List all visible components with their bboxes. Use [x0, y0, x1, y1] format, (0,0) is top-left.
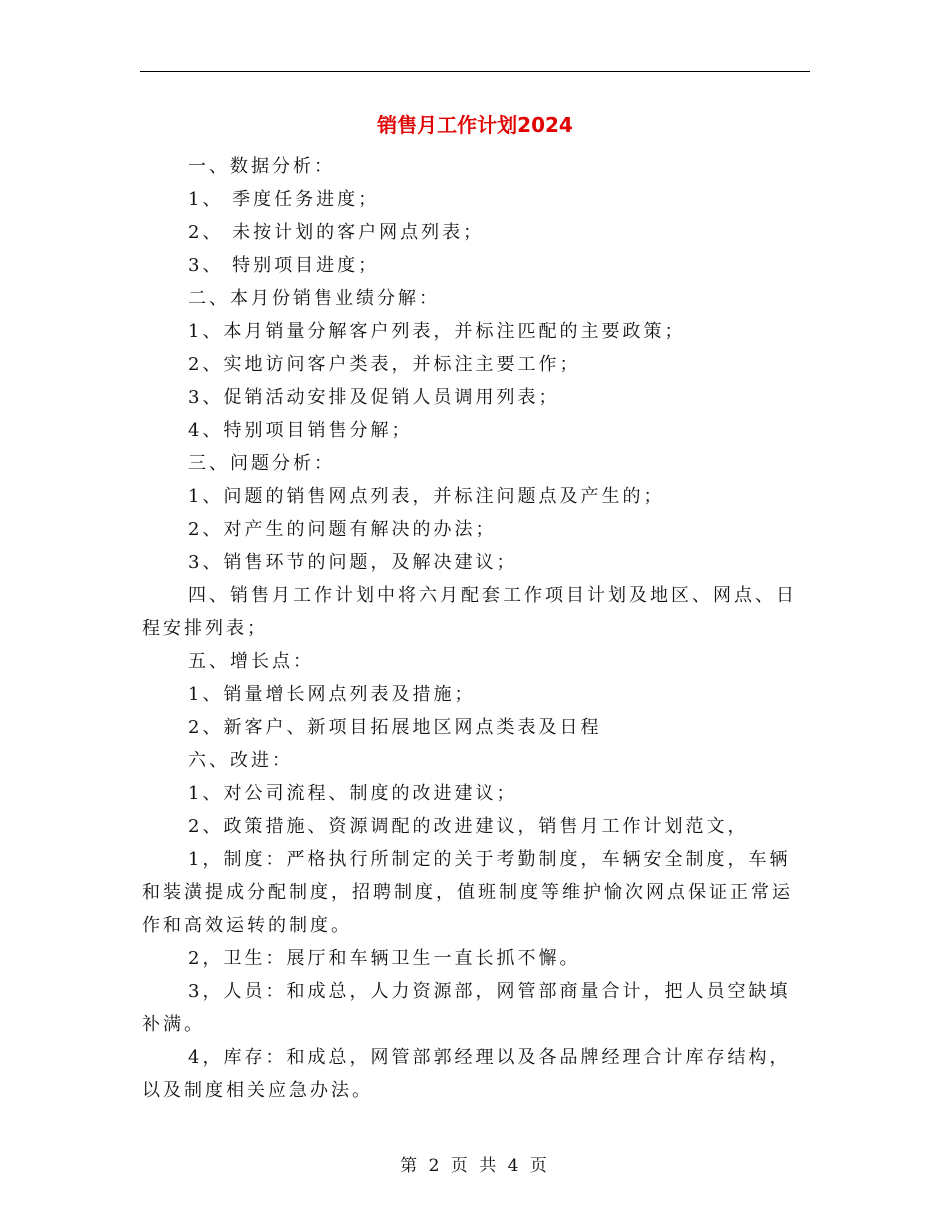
list-item: 2、政策措施、资源调配的改进建议，销售月工作计划范文， — [188, 816, 749, 837]
section-heading: 一、数据分析： — [188, 156, 335, 177]
section-heading: 二、本月份销售业绩分解： — [188, 288, 440, 309]
document-body — [142, 150, 810, 1107]
list-item: 3、销售环节的问题，及解决建议； — [188, 552, 518, 573]
body-paragraph: 1，制度：严格执行所制定的关于考勤制度，车辆安全制度，车辆和装潢提成分配制度，招聘制度，值班制度等维护愉次网点保证正常运作和高效运转的制度。 — [142, 849, 793, 936]
header-rule — [140, 71, 810, 72]
list-item: 3、促销活动安排及促销人员调用列表； — [188, 387, 560, 408]
list-item: 2、对产生的问题有解决的办法； — [188, 519, 497, 540]
list-item: 1、销量增长网点列表及措施； — [188, 684, 476, 705]
list-item: 1、问题的销售网点列表，并标注问题点及产生的； — [188, 486, 665, 507]
body-paragraph: 3，人员：和成总，人力资源部，网管部商量合计，把人员空缺填补满。 — [142, 981, 791, 1035]
section-heading: 五、增长点： — [188, 651, 314, 672]
list-item: 1、 季度任务进度； — [188, 189, 380, 210]
list-item: 2、 未按计划的客户网点列表； — [188, 222, 485, 243]
section-heading: 四、销售月工作计划中将六月配套工作项目计划及地区、网点、日程安排列表； — [142, 585, 797, 639]
list-item: 2、实地访问客户类表，并标注主要工作； — [188, 354, 581, 375]
body-paragraph: 2，卫生：展厅和车辆卫生一直长抓不懈。 — [188, 948, 581, 969]
document-title: 销售月工作计划2024 — [377, 113, 573, 137]
list-item: 4、特别项目销售分解； — [188, 420, 413, 441]
list-item: 1、对公司流程、制度的改进建议； — [188, 783, 518, 804]
list-item: 1、本月销量分解客户列表，并标注匹配的主要政策； — [188, 321, 686, 342]
list-item: 2、新客户、新项目拓展地区网点类表及日程 — [188, 717, 602, 738]
page-footer: 第 2 页 共 4 页 — [400, 1156, 550, 1176]
body-paragraph: 4，库存：和成总，网管部郭经理以及各品牌经理合计库存结构，以及制度相关应急办法。 — [142, 1047, 791, 1101]
section-heading: 三、问题分析： — [188, 453, 335, 474]
list-item: 3、 特别项目进度； — [188, 255, 380, 276]
section-heading: 六、改进： — [188, 750, 293, 771]
